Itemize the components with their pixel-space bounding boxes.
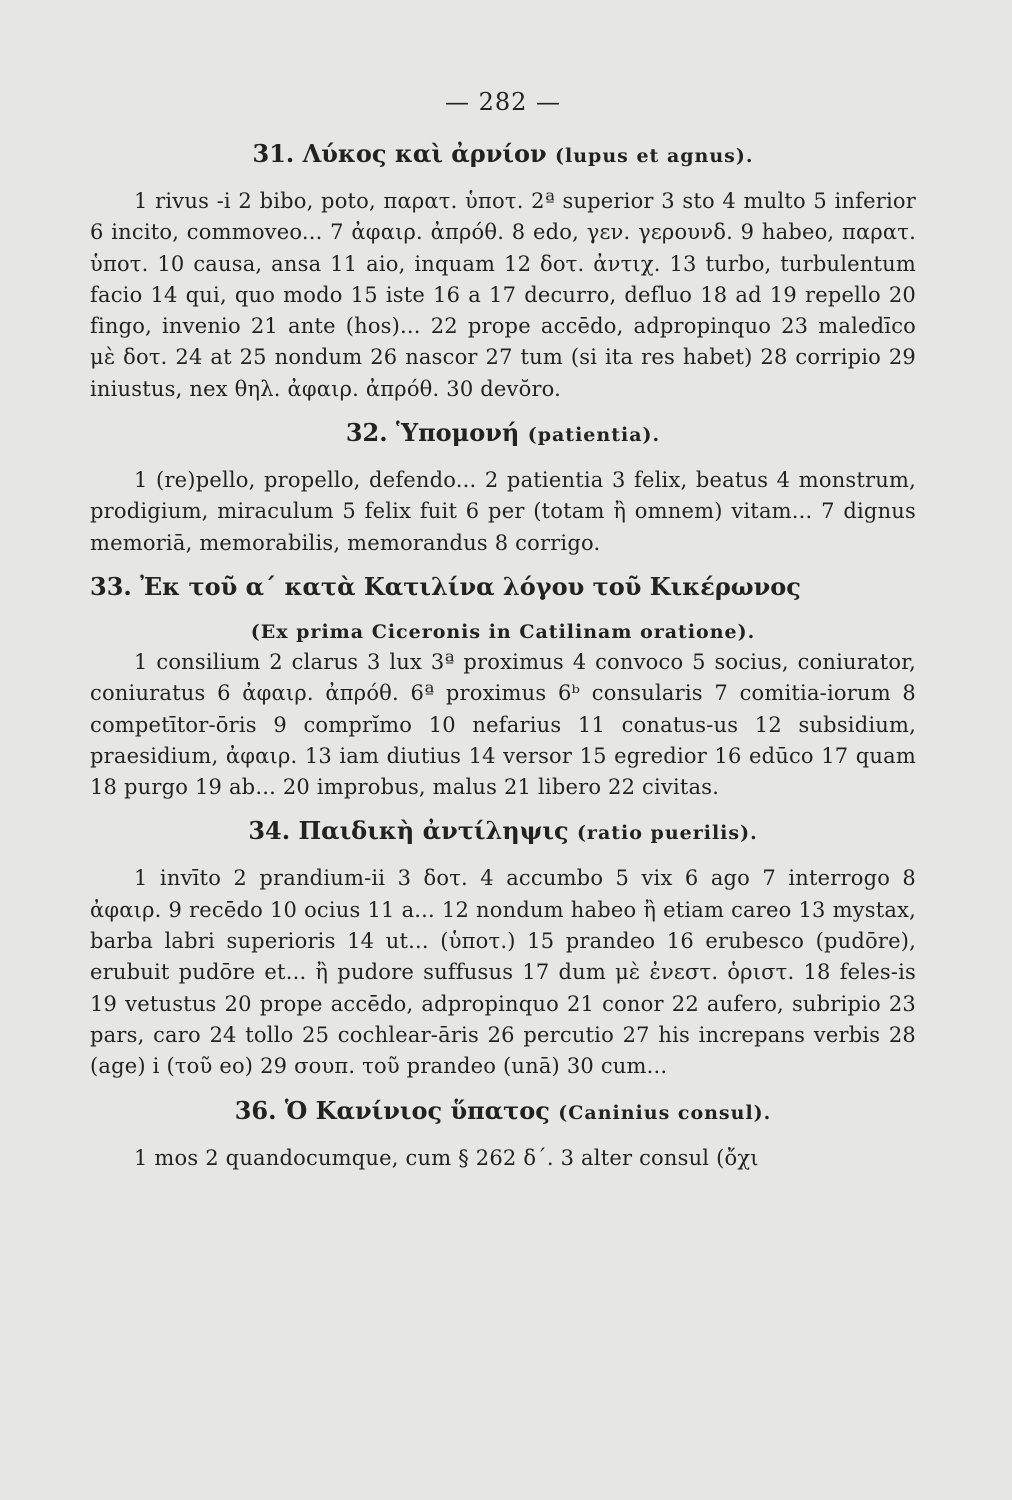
section-title-greek: Λύκος καὶ ἀρνίον xyxy=(302,139,547,168)
section-title-greek: Ὑπομονή xyxy=(395,418,520,448)
section-title-latin: (ratio puerilis). xyxy=(576,822,758,845)
section-34-text: 1 invīto 2 prandium-ii 3 δοτ. 4 accumbo 5 vix 6 ago 7 interrogo 8 ἀφαιρ. 9 recēdo 10 ocius 11 a... 12 nondum habeo ἢ etiam careo 13 mystax, barba labri superioris 14 ut... (ὑποτ.) 15 prandeo 16 erubesco (pudōre), erubuit pudōre et... ἢ pudore suffusus 17 dum μὲ ἐνεστ. ὁριστ. 18 feles-is 19 vetustus 20 prope accēdo, adpropinquo 21 conor 22 aufero, subripio 23 pars, caro 24 tollo 25 cochlear-āris 26 percutio 27 his increpans verbis 28 (age) i (τοῦ eo) 29 σουπ. τοῦ prandeo (unā) 30 cum... xyxy=(90,866,916,1079)
section-title-greek: Ὁ Κανίνιος ὕπατος xyxy=(284,1095,550,1125)
page-number: — 282 — xyxy=(444,88,562,116)
section-number: 32. xyxy=(345,418,388,448)
section-title-latin: (Caninius consul). xyxy=(558,1101,772,1124)
section-number: 31. xyxy=(252,139,295,168)
section-number: 34. xyxy=(248,816,291,846)
section-title-greek: Ἐκ τοῦ α΄ κατὰ Κατιλίνα λόγου τοῦ Κικέρωνος xyxy=(140,571,801,601)
page xyxy=(90,88,916,1182)
section-32-heading xyxy=(90,417,916,451)
section-title-latin: (lupus et agnus). xyxy=(555,145,754,167)
section-31-text: 1 rivus -i 2 bibo, poto, παρατ. ὑποτ. 2ª superior 3 sto 4 multo 5 inferior 6 incito, commoveo... 7 ἀφαιρ. ἀπρόθ. 8 edo, γεν. γερουνδ. 9 habeo, παρατ. ὑποτ. 10 causa, ansa 11 aio, inquam 12 δοτ. ἀντιχ. 13 turbo, turbulentum facio 14 qui, quo modo 15 iste 16 a 17 decurro, defluo 18 ad 19 repello 20 fingo, invenio 21 ante (hos)... 22 prope accēdo, adpropinquo 23 maledīco μὲ δοτ. 24 at 25 nondum 26 nascor 27 tum (si ita res habet) 28 corripio 29 iniustus, nex θηλ. ἀφαιρ. ἀπρόθ. 30 devŏro. xyxy=(90,189,916,401)
section-title-latin: (patientia). xyxy=(527,424,661,447)
section-number: 36. xyxy=(234,1095,277,1125)
section-34-heading xyxy=(90,815,916,849)
section-31-heading xyxy=(90,138,916,172)
section-36-heading xyxy=(90,1095,916,1129)
section-number: 33. xyxy=(90,571,132,601)
section-33-heading xyxy=(90,571,916,603)
section-33-text: 1 consilium 2 clarus 3 lux 3ª proximus 4 convoco 5 socius, coniurator, coniuratus 6 ἀφαιρ. ἀπρόθ. 6ª proximus 6ᵇ consularis 7 comitia-iorum 8 competītor-ōris 9 comprĭmo 10 nefarius 11 conatus-us 12 subsidium, praesidium, ἀφαιρ. 13 iam diutius 14 versor 15 egredior 16 edūco 17 quam 18 purgo 19 ab... 20 improbus, malus 21 libero 22 civitas. xyxy=(90,649,916,800)
section-36-text: 1 mos 2 quandocumque, cum § 262 δ΄. 3 alter consul (ὄχι xyxy=(134,1145,759,1170)
section-title-latin: (Ex prima Ciceronis in Catilinam oratione). xyxy=(250,620,756,643)
section-title-greek: Παιδικὴ ἀντίληψις xyxy=(298,816,569,846)
section-32-text: 1 (re)pello, propello, defendo... 2 patientia 3 felix, beatus 4 monstrum, prodigium, miraculum 5 felix fuit 6 per (totam ἢ omnem) vitam... 7 dignus memoriā, memorabilis, memorandus 8 corrigo. xyxy=(90,468,916,555)
